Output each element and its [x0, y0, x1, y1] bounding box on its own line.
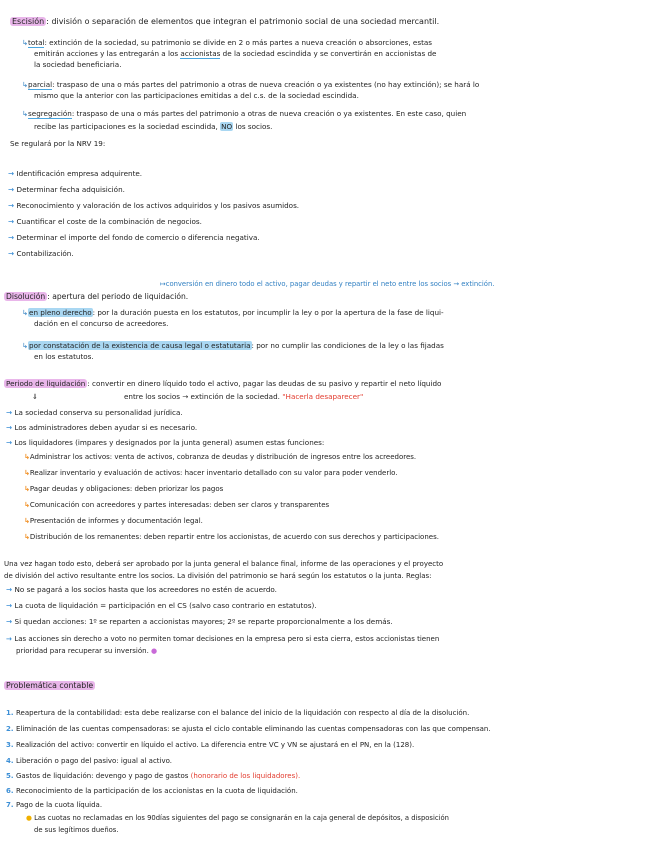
liquidacion-quote: "Hacerla desaparecer" — [282, 392, 364, 401]
function-item: ↳Comunicación con acreedores y partes interesadas: deben ser claros y transparentes — [24, 501, 330, 509]
function-item: ↳Pagar deudas y obligaciones: deben priorizar los pagos — [24, 485, 224, 493]
arrow-icon: → — [8, 233, 17, 242]
disolucion-note: ↦conversión en dinero todo el activo, pagar deudas y repartir el neto entre los socios → extinción. — [160, 280, 495, 288]
list-item: → Determinar el importe del fondo de comercio o diferencia negativa. — [8, 233, 260, 242]
arrow-icon: ↳ — [24, 501, 30, 509]
dot-icon: ● — [151, 647, 158, 655]
arrow-icon: ↳ — [22, 109, 29, 118]
arrow-icon: ↳ — [24, 485, 30, 493]
list-item: → Contabilización. — [8, 249, 74, 258]
rule-item: → Las acciones sin derecho a voto no permiten tomar decisiones en la empresa pero si esta cierra, estos accionistas tienen — [6, 635, 440, 643]
arrow-icon: → — [8, 217, 17, 226]
notes-page: Escisión : división o separación de elementos que integran el patrimonio social de una sociedad mercantil. ↳total: extinción de la sociedad, su patrimonio se divide en 2 o más partes a nueva creación o absorciones, estas emitirán acciones y las entregarán a los accionistas de la sociedad escindida y se convertirán en accionistas de la sociedad beneficiaria. ↳parcial: traspaso de una o más partes del patrimonio a otras de nueva creación o ya existentes (no hay extinción); se hará lo mismo que la anterior con las participaciones emitidas a del c.s. de la sociedad escindida. ↳segregación: traspaso de una o más partes del patrimonio a otras de nueva creación o ya existentes. En este caso, quien recibe las participaciones es la sociedad escindida, NO los socios. Se regulará por la NRV 19: → Identificación empresa adquirente. → Determinar fecha adquisición. → Reconocimiento y valoración de los activos adquiridos y los pasivos asumidos. → Cuantificar el coste de la combinación de negocios. → Determinar el importe del fondo de comercio o diferencia negativa. → Contabilización. ↦conversión en dinero todo el activo, pagar deudas y repartir el neto entre los socios → extinción. Disolución : apertura del periodo de liquidación. ↳en pleno derecho: por la duración puesta en los estatutos, por incumplir la ley o por la apertura de la fase de liqui- dación en el concurso de acreedores. ↳por constatación de la existencia de causa legal o estatutaria: por no cumplir las condiciones de la ley o las fijadas en los estatutos. Periodo de liquidación : convertir en dinero líquido todo el activo, pagar las deudas de su pasivo y repartir el neto líquido ⇓ entre los socios → extinción de la sociedad. "Hacerla desaparecer" → La sociedad conserva su personalidad jurídica. → Los administradores deben ayudar si es necesario. → Los liquidadores (impares y designados por la junta general) asumen estas funciones: ↳Administrar los activos: venta de activos, cobranza de deudas y distribución de ingresos entre los acreedores. ↳Realizar inventario y evaluación de activos: hacer inventario detallado con su valor para poder venderlo. ↳Pagar deudas y obligaciones: deben priorizar los pagos ↳Comunicación con acreedores y partes interesadas: deben ser claros y transparentes ↳Presentación de informes y documentación legal. ↳Distribución de los remanentes: deben repartir entre los accionistas, de acuerdo con sus derechos y participaciones. Una vez hagan todo esto, deberá ser aprobado por la junta general el balance final, informe de las operaciones y el proyecto de división del activo resultante entre los socios. La división del patrimonio se hará según los estatutos o la junta. Reglas: → No se pagará a los socios hasta que los acreedores no estén de acuerdo. → La cuota de liquidación = participación en el CS (salvo caso contrario en estatutos). → Si quedan acciones: 1º se reparten a accionistas mayores; 2º se reparte proporcionalmente a los demás. → Las acciones sin derecho a voto no permiten tomar decisiones en la empresa pero si esta cierra, estos accionistas tienen prioridad para recuperar su inversión. ● Problemática contable 1. Reapertura de la contabilidad: esta debe realizarse con el balance del inicio de la liquidación con respecto al día de la disolución. 2. Eliminación de las cuentas compensadoras: se ajusta el ciclo contable eliminando las cuentas compensadoras con las que compensan. 3. Realización del activo: convertir en líquido el activo. La diferencia entre VC y VN se ajustará en el PN, en la (128). 4. Liberación o pago del pasivo: igual al activo. 5. Gastos de liquidación: devengo y pago de gastos (honorario de los liquidadores). 6. Reconocimiento de la participación de los accionistas en la cuota de liquidación. 7. Pago de la cuota líquida. ● Las cuotas no reclamadas en los 90días siguientes del pago se consignarán en la caja general de depósitos, a disposición de sus legítimos dueños. — [4, 17, 495, 834]
balance-text: Una vez hagan todo esto, deberá ser aprobado por la junta general el balance final, informe de las operaciones y el proyecto — [4, 560, 444, 568]
escision-parcial: ↳parcial: traspaso de una o más partes del patrimonio a otras de nueva creación o ya existentes (no hay extinción); se hará lo — [22, 80, 480, 89]
escision-total: ↳total: extinción de la sociedad, su patrimonio se divide en 2 o más partes a nueva creación o absorciones, estas — [22, 38, 433, 47]
arrow-icon: → — [6, 585, 15, 594]
list-item: → Los liquidadores (impares y designados por la junta general) asumen estas funciones: — [6, 438, 325, 447]
escision-segregacion: ↳segregación: traspaso de una o más partes del patrimonio a otras de nueva creación o ya existentes. En este caso, quien — [22, 109, 467, 118]
list-item: → Identificación empresa adquirente. — [8, 169, 143, 178]
rule-item: → No se pagará a los socios hasta que los acreedores no estén de acuerdo. — [6, 585, 277, 594]
arrow-icon: ↳ — [24, 533, 30, 541]
arrow-icon: → — [6, 438, 15, 447]
arrow-icon: ↳ — [24, 469, 30, 477]
arrow-icon: ↳ — [24, 453, 30, 461]
arrow-icon: ↦ — [160, 280, 166, 288]
arrow-icon: → — [6, 635, 15, 643]
liquidacion-term: Periodo de liquidación — [6, 379, 86, 388]
arrow-icon: → — [6, 423, 15, 432]
arrow-icon: ↳ — [22, 80, 29, 89]
arrow-icon: → — [8, 249, 17, 258]
arrow-icon: → — [8, 185, 17, 194]
arrow-icon: ↳ — [22, 308, 29, 317]
problematica-term: Problemática contable — [6, 681, 94, 690]
problematica-heading — [4, 681, 95, 690]
escision-definition: Escisión : división o separación de elementos que integran el patrimonio social de una sociedad mercantil. — [12, 17, 440, 26]
disolucion-pleno: ↳en pleno derecho: por la duración puesta en los estatutos, por incumplir la ley o por la apertura de la fase de liqui- — [22, 308, 444, 317]
problem-item: 4. Liberación o pago del pasivo: igual al activo. — [6, 757, 173, 765]
problem-item: 7. Pago de la cuota líquida. — [6, 801, 103, 809]
list-item: → Reconocimiento y valoración de los activos adquiridos y los pasivos asumidos. — [8, 201, 300, 210]
rule-item: → Si quedan acciones: 1º se reparten a accionistas mayores; 2º se reparte proporcionalmente a los demás. — [6, 617, 393, 626]
disolucion-constatacion: ↳por constatación de la existencia de causa legal o estatutaria: por no cumplir las condiciones de la ley o las fijadas — [22, 341, 444, 350]
arrow-icon: → — [6, 617, 15, 626]
list-item: → La sociedad conserva su personalidad jurídica. — [6, 408, 183, 417]
arrow-icon: → — [6, 601, 15, 610]
problem-item: 6. Reconocimiento de la participación de los accionistas en la cuota de liquidación. — [6, 787, 298, 795]
arrow-icon: ↳ — [24, 517, 30, 525]
function-item: ↳Administrar los activos: venta de activos, cobranza de deudas y distribución de ingresos entre los acreedores. — [24, 453, 417, 461]
liquidacion-definition: Periodo de liquidación : convertir en dinero líquido todo el activo, pagar las deudas de su pasivo y repartir el neto líquido — [6, 379, 442, 388]
problem-item: 5. Gastos de liquidación: devengo y pago de gastos (honorario de los liquidadores). — [6, 772, 301, 780]
dot-icon: ● — [26, 814, 35, 822]
list-item: → Cuantificar el coste de la combinación de negocios. — [8, 217, 202, 226]
problem-item: 3. Realización del activo: convertir en líquido el activo. La diferencia entre VC y VN se ajustará en el PN, en la (128). — [6, 741, 415, 749]
arrow-icon: → — [8, 169, 17, 178]
list-item: → Los administradores deben ayudar si es necesario. — [6, 423, 198, 432]
arrow-icon: → — [6, 408, 15, 417]
problem-subitem: ● Las cuotas no reclamadas en los 90días siguientes del pago se consignarán en la caja general de depósitos, a disposición — [26, 814, 449, 822]
arrow-icon: ↳ — [22, 341, 29, 350]
list-item: → Determinar fecha adquisición. — [8, 185, 125, 194]
arrow-icon: → — [8, 201, 17, 210]
disolucion-definition: Disolución : apertura del periodo de liquidación. — [6, 292, 189, 301]
disolucion-term: Disolución — [6, 292, 46, 301]
rule-item: → La cuota de liquidación = participación en el CS (salvo caso contrario en estatutos). — [6, 601, 317, 610]
problem-item: 2. Eliminación de las cuentas compensadoras: se ajusta el ciclo contable eliminando las cuentas compensadoras con las que compensan. — [6, 725, 491, 733]
nrv-intro: Se regulará por la NRV 19: — [10, 139, 106, 148]
down-arrow-icon: ⇓ — [32, 392, 39, 401]
escision-term: Escisión — [12, 17, 45, 26]
function-item: ↳Realizar inventario y evaluación de activos: hacer inventario detallado con su valor para poder venderlo. — [24, 469, 398, 477]
problem-item: 1. Reapertura de la contabilidad: esta debe realizarse con el balance del inicio de la liquidación con respecto al día de la disolución. — [6, 709, 470, 717]
function-item: ↳Presentación de informes y documentación legal. — [24, 517, 203, 525]
function-item: ↳Distribución de los remanentes: deben repartir entre los accionistas, de acuerdo con sus derechos y participaciones. — [24, 533, 439, 541]
arrow-icon: ↳ — [22, 38, 29, 47]
